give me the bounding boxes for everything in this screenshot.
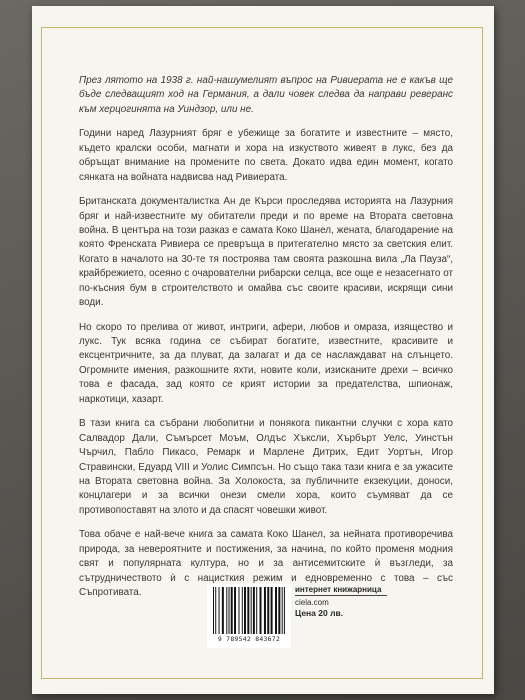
- price-label: Цена 20 лв.: [295, 608, 344, 618]
- book-back-cover: [32, 6, 494, 694]
- blurb-paragraph: Но скоро то прелива от живот, интриги, афери, любов и омраза, изящество и лукс. Тук всяка година се събират богатите, известните, красивите и ексцентричните, за да плуват, да залагат и да се наслаждават на слънцето. Огромните имения, разкошните яхти, новите коли, изисканите дрехи – всичко това е фасада, зад която се крият истории за предателства, шпионаж, наркотици, хазарт.: [79, 321, 453, 405]
- blurb-paragraph: Години наред Лазурният бряг е убежище за богатите и известните – място, където кралски особи, магнати и хора на изкуството живеят в лукс, без да обръщат внимание на промените по света. Докато идва един момент, когато сянката на войната надвисва над Ривиерата.: [79, 128, 453, 183]
- store-info: [295, 585, 387, 618]
- barcode: [207, 584, 291, 648]
- store-label: интернет книжарница: [295, 585, 387, 596]
- isbn-number: 9 789542 843672: [217, 635, 281, 643]
- intro-paragraph: През лятото на 1938 г. най-нашумелият въпрос на Ривиерата не е какъв ще бъде следващият ход на Германия, а дали човек следва да направи реверанс към херцогинята на Уиндзор, или не.: [79, 75, 453, 115]
- blurb-paragraph: В тази книга са събрани любопитни и понякога пикантни случки с хора като Салвадор Дали, Съмърсет Моъм, Олдъс Хъксли, Хърбърт Уелс, Уинстън Чърчил, Пабло Пикасо, Ремарк и Марлене Дитрих, Едит Уортън, Игор Стравински, Едуард VIII и Уолис Симпсън. Но също така тази книга е за ужасите на Втората световна война. За Холокоста, за публичните екзекуции, доноси, концлагери и за всички онези смели хора, които съумяват да се противопоставят на злото и да спасят човешки живот.: [79, 418, 453, 516]
- store-website: ciela.com: [295, 598, 329, 607]
- barcode-bars: [213, 587, 285, 634]
- blurb-text: [79, 74, 453, 611]
- blurb-paragraph: Това обаче е най-вече книга за самата Коко Шанел, за нейната противоречива природа, за невероятните и постижения, за начина, по който променя модния свят и популярната култура, но и за антисемитските ѝ възгледи, за сътрудничеството ѝ с нацисткия режим и едновременно с това – със Съпротивата.: [79, 529, 453, 598]
- barcode-price-area: [207, 584, 387, 648]
- blurb-paragraph: Британската документалистка Ан де Кърси проследява историята на Лазурния бряг и най-известните му обитатели преди и по време на Втората световна война. В центъра на този разказ е самата Коко Шанел, жената, благодарение на която Френската Ривиера се превръща в притегателно място за светския елит. Когато в началото на 30-те тя построява там своята разкошна вила „Ла Пауза“, крайбрежието, осеяно с очарователни рибарски селца, все още е незасегнато от по-късния бум в строителството и омайва със своите красиви, искрящи сини води.: [79, 196, 453, 309]
